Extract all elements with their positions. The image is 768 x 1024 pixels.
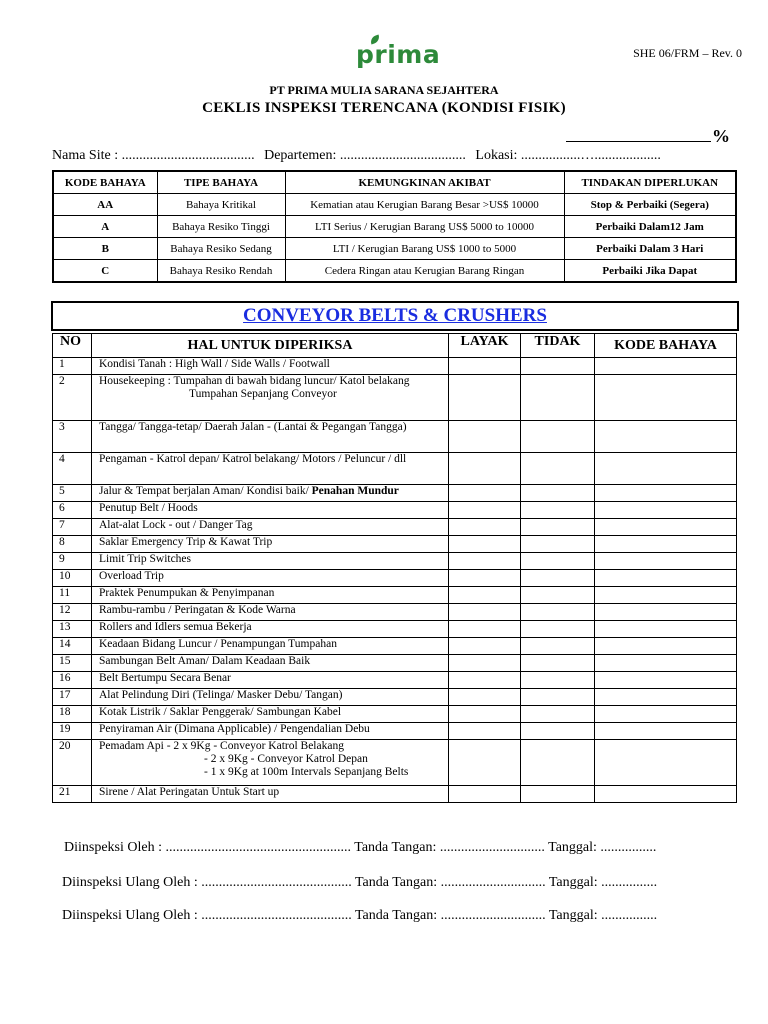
row-item: Belt Bertumpu Secara Benar: [92, 672, 449, 689]
checklist-row: [53, 485, 737, 502]
legend-tindakan: Perbaiki Dalam12 Jam: [564, 216, 736, 238]
layak-cell[interactable]: [449, 655, 521, 672]
tidak-cell[interactable]: [521, 672, 595, 689]
tidak-cell[interactable]: [521, 621, 595, 638]
layak-cell[interactable]: [449, 375, 521, 421]
row-item: Praktek Penumpukan & Penyimpanan: [92, 587, 449, 604]
checklist-row: [53, 453, 737, 485]
row-number: 15: [53, 655, 92, 672]
legend-kode: C: [53, 260, 157, 283]
row-number: 1: [53, 358, 92, 375]
score-blank[interactable]: [566, 124, 711, 142]
row-item: [92, 485, 449, 502]
kode-bahaya-cell[interactable]: [595, 553, 737, 570]
reinspected-by-line[interactable]: Diinspeksi Ulang Oleh : ........................................... Tanda Tangan: .............................. Tanggal: ................: [62, 875, 658, 890]
row-item: Sirene / Alat Peringatan Untuk Start up: [92, 786, 449, 803]
kode-bahaya-cell[interactable]: [595, 604, 737, 621]
row-number: 12: [53, 604, 92, 621]
legend-akibat: LTI Serius / Kerugian Barang US$ 5000 to 10000: [285, 216, 564, 238]
layak-cell[interactable]: [449, 638, 521, 655]
legend-header-tindakan: TINDAKAN DIPERLUKAN: [564, 171, 736, 194]
kode-bahaya-cell[interactable]: [595, 723, 737, 740]
kode-bahaya-cell[interactable]: [595, 485, 737, 502]
tidak-cell[interactable]: [521, 689, 595, 706]
legend-tipe: Bahaya Resiko Tinggi: [157, 216, 285, 238]
checklist-row: [53, 655, 737, 672]
row-item: Saklar Emergency Trip & Kawat Trip: [92, 536, 449, 553]
checklist-row: [53, 587, 737, 604]
legend-akibat: Cedera Ringan atau Kerugian Barang Ringan: [285, 260, 564, 283]
legend-row: [53, 260, 736, 283]
row-item-text: Jalur & Tempat berjalan Aman/ Kondisi baik/: [99, 485, 312, 497]
tidak-cell[interactable]: [521, 536, 595, 553]
row-item: Rollers and Idlers semua Bekerja: [92, 621, 449, 638]
checklist-row: [53, 375, 737, 421]
row-item: Sambungan Belt Aman/ Dalam Keadaan Baik: [92, 655, 449, 672]
tidak-cell[interactable]: [521, 587, 595, 604]
checklist-row: [53, 740, 737, 786]
legend-row: [53, 238, 736, 260]
tidak-cell[interactable]: [521, 421, 595, 453]
kode-bahaya-cell[interactable]: [595, 502, 737, 519]
kode-bahaya-cell[interactable]: [595, 638, 737, 655]
kode-bahaya-cell[interactable]: [595, 621, 737, 638]
legend-header-akibat: KEMUNGKINAN AKIBAT: [285, 171, 564, 194]
legend-header-kode: KODE BAHAYA: [53, 171, 157, 194]
row-item: Penyiraman Air (Dimana Applicable) / Pengendalian Debu: [92, 723, 449, 740]
tidak-cell[interactable]: [521, 502, 595, 519]
layak-cell[interactable]: [449, 519, 521, 536]
checklist-row: [53, 621, 737, 638]
logo-text: prima: [356, 40, 441, 69]
tidak-cell[interactable]: [521, 706, 595, 723]
row-number: 4: [53, 453, 92, 485]
layak-cell[interactable]: [449, 587, 521, 604]
kode-bahaya-cell[interactable]: [595, 570, 737, 587]
checklist-header-row: [53, 334, 737, 358]
row-number: 21: [53, 786, 92, 803]
departemen-field[interactable]: Departemen: ....................................: [264, 148, 466, 163]
legend-header-tipe: TIPE BAHAYA: [157, 171, 285, 194]
checklist-row: [53, 421, 737, 453]
header-no: NO: [53, 334, 92, 358]
row-item-subtext: - 1 x 9Kg at 100m Intervals Sepanjang Belts: [204, 766, 409, 778]
row-number: 19: [53, 723, 92, 740]
legend-akibat: LTI / Kerugian Barang US$ 1000 to 5000: [285, 238, 564, 260]
site-info-line: [52, 148, 667, 164]
kode-bahaya-cell[interactable]: [595, 375, 737, 421]
tidak-cell[interactable]: [521, 786, 595, 803]
row-item: [92, 740, 449, 786]
kode-bahaya-cell[interactable]: [595, 358, 737, 375]
lokasi-field[interactable]: Lokasi: .................…...................: [475, 148, 661, 163]
legend-header-row: [53, 171, 736, 194]
kode-bahaya-cell[interactable]: [595, 706, 737, 723]
layak-cell[interactable]: [449, 723, 521, 740]
company-logo: [356, 38, 440, 72]
kode-bahaya-cell[interactable]: [595, 453, 737, 485]
checklist-row: [53, 723, 737, 740]
row-number: 18: [53, 706, 92, 723]
legend-tindakan: Perbaiki Jika Dapat: [564, 260, 736, 283]
tidak-cell[interactable]: [521, 485, 595, 502]
company-name: PT PRIMA MULIA SARANA SEJAHTERA: [269, 83, 499, 97]
tidak-cell[interactable]: [521, 570, 595, 587]
row-number: 6: [53, 502, 92, 519]
row-item: Pengaman - Katrol depan/ Katrol belakang/ Motors / Peluncur / dll: [92, 453, 449, 485]
row-item: Penutup Belt / Hoods: [92, 502, 449, 519]
percent-sign: %: [712, 126, 730, 146]
row-number: 2: [53, 375, 92, 421]
row-item: Kondisi Tanah : High Wall / Side Walls / Footwall: [92, 358, 449, 375]
row-item-subtext: - 2 x 9Kg - Conveyor Katrol Depan: [204, 753, 368, 765]
legend-tipe: Bahaya Kritikal: [157, 194, 285, 216]
row-number: 14: [53, 638, 92, 655]
row-number: 9: [53, 553, 92, 570]
legend-kode: A: [53, 216, 157, 238]
row-item: Overload Trip: [92, 570, 449, 587]
checklist-row: [53, 786, 737, 803]
row-item-subtext: Tumpahan Sepanjang Conveyor: [189, 388, 337, 400]
document-reference: SHE 06/FRM – Rev. 0: [633, 46, 742, 60]
kode-bahaya-cell[interactable]: [595, 689, 737, 706]
tidak-cell[interactable]: [521, 453, 595, 485]
checklist-row: [53, 689, 737, 706]
row-item: Kotak Listrik / Saklar Penggerak/ Sambungan Kabel: [92, 706, 449, 723]
kode-bahaya-cell[interactable]: [595, 655, 737, 672]
nama-site-field[interactable]: Nama Site : ......................................: [52, 148, 255, 163]
hazard-code-legend: [52, 170, 737, 283]
checklist-row: [53, 706, 737, 723]
kode-bahaya-cell[interactable]: [595, 519, 737, 536]
layak-cell[interactable]: [449, 453, 521, 485]
tidak-cell[interactable]: [521, 553, 595, 570]
tidak-cell[interactable]: [521, 519, 595, 536]
row-item: Keadaan Bidang Luncur / Penampungan Tumpahan: [92, 638, 449, 655]
section-title: CONVEYOR BELTS & CRUSHERS: [243, 305, 547, 326]
kode-bahaya-cell[interactable]: [595, 587, 737, 604]
tidak-cell[interactable]: [521, 655, 595, 672]
legend-kode: B: [53, 238, 157, 260]
row-item: Alat Pelindung Diri (Telinga/ Masker Debu/ Tangan): [92, 689, 449, 706]
reinspected-by-line-2[interactable]: Diinspeksi Ulang Oleh : ........................................... Tanda Tangan: .............................. Tanggal: ................: [62, 908, 658, 923]
row-number: 5: [53, 485, 92, 502]
tidak-cell[interactable]: [521, 740, 595, 786]
kode-bahaya-cell[interactable]: [595, 672, 737, 689]
row-number: 16: [53, 672, 92, 689]
legend-akibat: Kematian atau Kerugian Barang Besar >US$ 10000: [285, 194, 564, 216]
tidak-cell[interactable]: [521, 604, 595, 621]
header-layak: LAYAK: [449, 334, 521, 358]
legend-tipe: Bahaya Resiko Rendah: [157, 260, 285, 283]
header-kode-bahaya: KODE BAHAYA: [595, 334, 737, 358]
tidak-cell[interactable]: [521, 723, 595, 740]
layak-cell[interactable]: [449, 570, 521, 587]
row-item: [92, 375, 449, 421]
kode-bahaya-cell[interactable]: [595, 740, 737, 786]
legend-kode: AA: [53, 194, 157, 216]
tidak-cell[interactable]: [521, 375, 595, 421]
row-number: 10: [53, 570, 92, 587]
checklist-row: [53, 358, 737, 375]
row-item: Tangga/ Tangga-tetap/ Daerah Jalan - (Lantai & Pegangan Tangga): [92, 421, 449, 453]
row-number: 11: [53, 587, 92, 604]
row-number: 20: [53, 740, 92, 786]
tidak-cell[interactable]: [521, 638, 595, 655]
layak-cell[interactable]: [449, 536, 521, 553]
row-number: 17: [53, 689, 92, 706]
layak-cell[interactable]: [449, 706, 521, 723]
kode-bahaya-cell[interactable]: [595, 786, 737, 803]
row-item-text: Housekeeping : Tumpahan di bawah bidang luncur/ Katol belakang: [99, 375, 410, 387]
layak-cell[interactable]: [449, 672, 521, 689]
row-item: Rambu-rambu / Peringatan & Kode Warna: [92, 604, 449, 621]
layak-cell[interactable]: [449, 502, 521, 519]
checklist-row: [53, 604, 737, 621]
row-number: 3: [53, 421, 92, 453]
form-title: CEKLIS INSPEKSI TERENCANA (KONDISI FISIK): [202, 100, 566, 116]
legend-row: [53, 216, 736, 238]
row-item-bold: Penahan Mundur: [311, 485, 399, 497]
kode-bahaya-cell[interactable]: [595, 536, 737, 553]
inspected-by-line[interactable]: Diinspeksi Oleh : ..................................................... Tanda Tangan: .............................. Tanggal: ................: [64, 840, 657, 855]
layak-cell[interactable]: [449, 604, 521, 621]
layak-cell[interactable]: [449, 358, 521, 375]
checklist-row: [53, 638, 737, 655]
checklist-row: [53, 519, 737, 536]
checklist-row: [53, 672, 737, 689]
inspection-checklist: [52, 333, 737, 803]
legend-row: [53, 194, 736, 216]
legend-tindakan: Perbaiki Dalam 3 Hari: [564, 238, 736, 260]
legend-tipe: Bahaya Resiko Sedang: [157, 238, 285, 260]
layak-cell[interactable]: [449, 553, 521, 570]
score-percent-field[interactable]: [566, 124, 730, 147]
layak-cell[interactable]: [449, 421, 521, 453]
layak-cell[interactable]: [449, 621, 521, 638]
checklist-row: [53, 553, 737, 570]
kode-bahaya-cell[interactable]: [595, 421, 737, 453]
section-title-box: [51, 301, 739, 331]
checklist-row: [53, 536, 737, 553]
header-item: HAL UNTUK DIPERIKSA: [92, 334, 449, 358]
row-number: 7: [53, 519, 92, 536]
row-item-text: Pemadam Api - 2 x 9Kg - Conveyor Katrol Belakang: [99, 740, 344, 752]
layak-cell[interactable]: [449, 485, 521, 502]
tidak-cell[interactable]: [521, 358, 595, 375]
layak-cell[interactable]: [449, 740, 521, 786]
checklist-row: [53, 570, 737, 587]
layak-cell[interactable]: [449, 689, 521, 706]
row-item: Limit Trip Switches: [92, 553, 449, 570]
header-tidak: TIDAK: [521, 334, 595, 358]
checklist-row: [53, 502, 737, 519]
layak-cell[interactable]: [449, 786, 521, 803]
row-number: 13: [53, 621, 92, 638]
legend-tindakan: Stop & Perbaiki (Segera): [564, 194, 736, 216]
row-number: 8: [53, 536, 92, 553]
row-item: Alat-alat Lock - out / Danger Tag: [92, 519, 449, 536]
